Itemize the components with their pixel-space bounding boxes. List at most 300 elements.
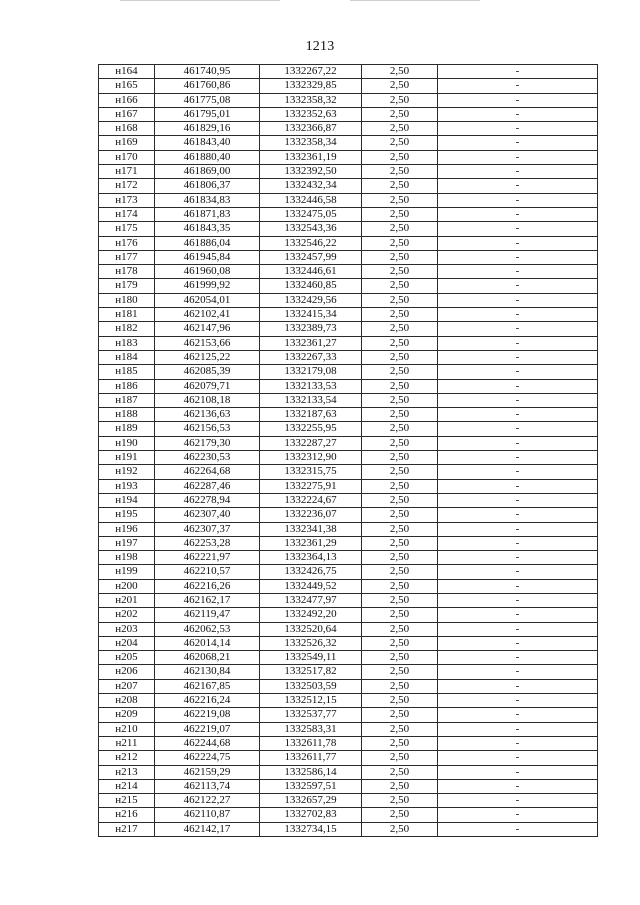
error-value-cell: 2,50 (362, 565, 438, 579)
point-id-cell: н182 (99, 322, 155, 336)
table-row (99, 408, 598, 422)
x-coordinate-cell: 462219,08 (155, 708, 260, 722)
table-row (99, 822, 598, 836)
note-cell: - (438, 808, 598, 822)
table-row (99, 308, 598, 322)
note-cell: - (438, 493, 598, 507)
x-coordinate-cell: 462156,53 (155, 422, 260, 436)
note-cell: - (438, 636, 598, 650)
error-value-cell: 2,50 (362, 65, 438, 79)
table-row (99, 451, 598, 465)
note-cell: - (438, 79, 598, 93)
table-row (99, 651, 598, 665)
table-row (99, 622, 598, 636)
x-coordinate-cell: 462142,17 (155, 822, 260, 836)
error-value-cell: 2,50 (362, 150, 438, 164)
y-coordinate-cell: 1332315,75 (260, 465, 362, 479)
y-coordinate-cell: 1332503,59 (260, 679, 362, 693)
point-id-cell: н193 (99, 479, 155, 493)
error-value-cell: 2,50 (362, 93, 438, 107)
error-value-cell: 2,50 (362, 79, 438, 93)
error-value-cell: 2,50 (362, 265, 438, 279)
table-row (99, 279, 598, 293)
point-id-cell: н170 (99, 150, 155, 164)
x-coordinate-cell: 462113,74 (155, 779, 260, 793)
table-row (99, 565, 598, 579)
y-coordinate-cell: 1332549,11 (260, 651, 362, 665)
x-coordinate-cell: 461869,00 (155, 165, 260, 179)
point-id-cell: н188 (99, 408, 155, 422)
y-coordinate-cell: 1332133,53 (260, 379, 362, 393)
x-coordinate-cell: 462167,85 (155, 679, 260, 693)
x-coordinate-cell: 462221,97 (155, 551, 260, 565)
top-edge-mark-right (350, 0, 480, 1)
point-id-cell: н200 (99, 579, 155, 593)
error-value-cell: 2,50 (362, 651, 438, 665)
error-value-cell: 2,50 (362, 193, 438, 207)
note-cell: - (438, 408, 598, 422)
point-id-cell: н195 (99, 508, 155, 522)
table-row (99, 636, 598, 650)
error-value-cell: 2,50 (362, 579, 438, 593)
point-id-cell: н169 (99, 136, 155, 150)
note-cell: - (438, 451, 598, 465)
point-id-cell: н168 (99, 122, 155, 136)
point-id-cell: н165 (99, 79, 155, 93)
note-cell: - (438, 322, 598, 336)
error-value-cell: 2,50 (362, 722, 438, 736)
note-cell: - (438, 279, 598, 293)
note-cell: - (438, 422, 598, 436)
x-coordinate-cell: 462014,14 (155, 636, 260, 650)
point-id-cell: н217 (99, 822, 155, 836)
table-row (99, 779, 598, 793)
note-cell: - (438, 536, 598, 550)
x-coordinate-cell: 462210,57 (155, 565, 260, 579)
x-coordinate-cell: 462162,17 (155, 593, 260, 607)
x-coordinate-cell: 462119,47 (155, 608, 260, 622)
point-id-cell: н213 (99, 765, 155, 779)
table-row (99, 336, 598, 350)
x-coordinate-cell: 462264,68 (155, 465, 260, 479)
table-row (99, 150, 598, 164)
error-value-cell: 2,50 (362, 536, 438, 550)
x-coordinate-cell: 462307,37 (155, 522, 260, 536)
table-row (99, 551, 598, 565)
y-coordinate-cell: 1332460,85 (260, 279, 362, 293)
table-row (99, 736, 598, 750)
table-row (99, 765, 598, 779)
x-coordinate-cell: 461806,37 (155, 179, 260, 193)
table-row (99, 293, 598, 307)
x-coordinate-cell: 461795,01 (155, 107, 260, 121)
table-row (99, 122, 598, 136)
point-id-cell: н198 (99, 551, 155, 565)
y-coordinate-cell: 1332512,15 (260, 694, 362, 708)
y-coordinate-cell: 1332255,95 (260, 422, 362, 436)
y-coordinate-cell: 1332446,61 (260, 265, 362, 279)
page-number: 1213 (305, 39, 335, 54)
note-cell: - (438, 665, 598, 679)
x-coordinate-cell: 462216,26 (155, 579, 260, 593)
error-value-cell: 2,50 (362, 379, 438, 393)
coordinates-table-container (98, 64, 592, 837)
table-row (99, 608, 598, 622)
error-value-cell: 2,50 (362, 493, 438, 507)
y-coordinate-cell: 1332287,27 (260, 436, 362, 450)
error-value-cell: 2,50 (362, 508, 438, 522)
y-coordinate-cell: 1332267,22 (260, 65, 362, 79)
error-value-cell: 2,50 (362, 336, 438, 350)
error-value-cell: 2,50 (362, 694, 438, 708)
point-id-cell: н215 (99, 794, 155, 808)
point-id-cell: н179 (99, 279, 155, 293)
error-value-cell: 2,50 (362, 522, 438, 536)
point-id-cell: н184 (99, 350, 155, 364)
y-coordinate-cell: 1332611,77 (260, 751, 362, 765)
error-value-cell: 2,50 (362, 479, 438, 493)
y-coordinate-cell: 1332517,82 (260, 665, 362, 679)
y-coordinate-cell: 1332457,99 (260, 250, 362, 264)
point-id-cell: н178 (99, 265, 155, 279)
error-value-cell: 2,50 (362, 708, 438, 722)
x-coordinate-cell: 462179,30 (155, 436, 260, 450)
error-value-cell: 2,50 (362, 393, 438, 407)
x-coordinate-cell: 462079,71 (155, 379, 260, 393)
table-row (99, 65, 598, 79)
error-value-cell: 2,50 (362, 593, 438, 607)
point-id-cell: н201 (99, 593, 155, 607)
note-cell: - (438, 250, 598, 264)
coordinates-table-body (99, 65, 598, 837)
table-row (99, 694, 598, 708)
y-coordinate-cell: 1332358,32 (260, 93, 362, 107)
error-value-cell: 2,50 (362, 422, 438, 436)
error-value-cell: 2,50 (362, 408, 438, 422)
note-cell: - (438, 93, 598, 107)
note-cell: - (438, 779, 598, 793)
point-id-cell: н194 (99, 493, 155, 507)
y-coordinate-cell: 1332546,22 (260, 236, 362, 250)
table-row (99, 579, 598, 593)
point-id-cell: н175 (99, 222, 155, 236)
note-cell: - (438, 694, 598, 708)
note-cell: - (438, 679, 598, 693)
note-cell: - (438, 622, 598, 636)
x-coordinate-cell: 462287,46 (155, 479, 260, 493)
point-id-cell: н180 (99, 293, 155, 307)
table-row (99, 93, 598, 107)
point-id-cell: н192 (99, 465, 155, 479)
note-cell: - (438, 822, 598, 836)
y-coordinate-cell: 1332657,29 (260, 794, 362, 808)
point-id-cell: н191 (99, 451, 155, 465)
point-id-cell: н208 (99, 694, 155, 708)
x-coordinate-cell: 462159,29 (155, 765, 260, 779)
x-coordinate-cell: 462068,21 (155, 651, 260, 665)
y-coordinate-cell: 1332477,97 (260, 593, 362, 607)
x-coordinate-cell: 462130,84 (155, 665, 260, 679)
point-id-cell: н199 (99, 565, 155, 579)
table-row (99, 350, 598, 364)
point-id-cell: н164 (99, 65, 155, 79)
error-value-cell: 2,50 (362, 322, 438, 336)
point-id-cell: н167 (99, 107, 155, 121)
error-value-cell: 2,50 (362, 279, 438, 293)
y-coordinate-cell: 1332392,50 (260, 165, 362, 179)
y-coordinate-cell: 1332364,13 (260, 551, 362, 565)
point-id-cell: н205 (99, 651, 155, 665)
table-row (99, 508, 598, 522)
x-coordinate-cell: 462216,24 (155, 694, 260, 708)
point-id-cell: н207 (99, 679, 155, 693)
x-coordinate-cell: 461760,86 (155, 79, 260, 93)
x-coordinate-cell: 461886,04 (155, 236, 260, 250)
note-cell: - (438, 751, 598, 765)
error-value-cell: 2,50 (362, 165, 438, 179)
point-id-cell: н211 (99, 736, 155, 750)
x-coordinate-cell: 461871,83 (155, 207, 260, 221)
table-row (99, 393, 598, 407)
note-cell: - (438, 136, 598, 150)
note-cell: - (438, 794, 598, 808)
x-coordinate-cell: 461834,83 (155, 193, 260, 207)
error-value-cell: 2,50 (362, 551, 438, 565)
error-value-cell: 2,50 (362, 122, 438, 136)
table-row (99, 322, 598, 336)
x-coordinate-cell: 462147,96 (155, 322, 260, 336)
x-coordinate-cell: 462307,40 (155, 508, 260, 522)
error-value-cell: 2,50 (362, 451, 438, 465)
top-edge-mark-left (120, 0, 280, 1)
y-coordinate-cell: 1332611,78 (260, 736, 362, 750)
note-cell: - (438, 722, 598, 736)
table-row (99, 265, 598, 279)
y-coordinate-cell: 1332361,29 (260, 536, 362, 550)
note-cell: - (438, 579, 598, 593)
note-cell: - (438, 222, 598, 236)
table-row (99, 222, 598, 236)
table-row (99, 179, 598, 193)
point-id-cell: н177 (99, 250, 155, 264)
point-id-cell: н172 (99, 179, 155, 193)
x-coordinate-cell: 461960,08 (155, 265, 260, 279)
x-coordinate-cell: 462054,01 (155, 293, 260, 307)
note-cell: - (438, 465, 598, 479)
note-cell: - (438, 565, 598, 579)
y-coordinate-cell: 1332133,54 (260, 393, 362, 407)
note-cell: - (438, 608, 598, 622)
error-value-cell: 2,50 (362, 808, 438, 822)
x-coordinate-cell: 462125,22 (155, 350, 260, 364)
note-cell: - (438, 165, 598, 179)
table-row (99, 493, 598, 507)
error-value-cell: 2,50 (362, 136, 438, 150)
note-cell: - (438, 651, 598, 665)
y-coordinate-cell: 1332361,19 (260, 150, 362, 164)
x-coordinate-cell: 462110,87 (155, 808, 260, 822)
y-coordinate-cell: 1332702,83 (260, 808, 362, 822)
x-coordinate-cell: 461829,16 (155, 122, 260, 136)
table-row (99, 751, 598, 765)
table-row (99, 436, 598, 450)
table-row (99, 193, 598, 207)
point-id-cell: н181 (99, 308, 155, 322)
note-cell: - (438, 393, 598, 407)
x-coordinate-cell: 462102,41 (155, 308, 260, 322)
y-coordinate-cell: 1332734,15 (260, 822, 362, 836)
error-value-cell: 2,50 (362, 350, 438, 364)
x-coordinate-cell: 462253,28 (155, 536, 260, 550)
note-cell: - (438, 150, 598, 164)
y-coordinate-cell: 1332275,91 (260, 479, 362, 493)
x-coordinate-cell: 462278,94 (155, 493, 260, 507)
table-row (99, 207, 598, 221)
table-row (99, 379, 598, 393)
y-coordinate-cell: 1332236,07 (260, 508, 362, 522)
note-cell: - (438, 107, 598, 121)
point-id-cell: н202 (99, 608, 155, 622)
note-cell: - (438, 708, 598, 722)
note-cell: - (438, 479, 598, 493)
y-coordinate-cell: 1332267,33 (260, 350, 362, 364)
error-value-cell: 2,50 (362, 794, 438, 808)
y-coordinate-cell: 1332429,56 (260, 293, 362, 307)
point-id-cell: н176 (99, 236, 155, 250)
note-cell: - (438, 265, 598, 279)
table-row (99, 722, 598, 736)
x-coordinate-cell: 461999,92 (155, 279, 260, 293)
point-id-cell: н190 (99, 436, 155, 450)
y-coordinate-cell: 1332446,58 (260, 193, 362, 207)
note-cell: - (438, 736, 598, 750)
point-id-cell: н189 (99, 422, 155, 436)
note-cell: - (438, 379, 598, 393)
error-value-cell: 2,50 (362, 308, 438, 322)
x-coordinate-cell: 462244,68 (155, 736, 260, 750)
error-value-cell: 2,50 (362, 293, 438, 307)
point-id-cell: н186 (99, 379, 155, 393)
table-row (99, 679, 598, 693)
point-id-cell: н197 (99, 536, 155, 550)
table-row (99, 665, 598, 679)
point-id-cell: н206 (99, 665, 155, 679)
y-coordinate-cell: 1332179,08 (260, 365, 362, 379)
y-coordinate-cell: 1332597,51 (260, 779, 362, 793)
point-id-cell: н210 (99, 722, 155, 736)
point-id-cell: н187 (99, 393, 155, 407)
note-cell: - (438, 293, 598, 307)
note-cell: - (438, 193, 598, 207)
error-value-cell: 2,50 (362, 207, 438, 221)
y-coordinate-cell: 1332341,38 (260, 522, 362, 536)
error-value-cell: 2,50 (362, 822, 438, 836)
y-coordinate-cell: 1332432,34 (260, 179, 362, 193)
point-id-cell: н166 (99, 93, 155, 107)
note-cell: - (438, 436, 598, 450)
error-value-cell: 2,50 (362, 636, 438, 650)
x-coordinate-cell: 461740,95 (155, 65, 260, 79)
table-row (99, 593, 598, 607)
x-coordinate-cell: 462230,53 (155, 451, 260, 465)
table-row (99, 479, 598, 493)
table-row (99, 422, 598, 436)
point-id-cell: н216 (99, 808, 155, 822)
y-coordinate-cell: 1332389,73 (260, 322, 362, 336)
error-value-cell: 2,50 (362, 236, 438, 250)
table-row (99, 236, 598, 250)
point-id-cell: н185 (99, 365, 155, 379)
y-coordinate-cell: 1332449,52 (260, 579, 362, 593)
table-row (99, 708, 598, 722)
y-coordinate-cell: 1332520,64 (260, 622, 362, 636)
y-coordinate-cell: 1332586,14 (260, 765, 362, 779)
error-value-cell: 2,50 (362, 222, 438, 236)
note-cell: - (438, 365, 598, 379)
table-row (99, 808, 598, 822)
error-value-cell: 2,50 (362, 765, 438, 779)
y-coordinate-cell: 1332475,05 (260, 207, 362, 221)
y-coordinate-cell: 1332312,90 (260, 451, 362, 465)
y-coordinate-cell: 1332426,75 (260, 565, 362, 579)
error-value-cell: 2,50 (362, 679, 438, 693)
note-cell: - (438, 522, 598, 536)
x-coordinate-cell: 462122,27 (155, 794, 260, 808)
point-id-cell: н174 (99, 207, 155, 221)
y-coordinate-cell: 1332492,20 (260, 608, 362, 622)
x-coordinate-cell: 462224,75 (155, 751, 260, 765)
note-cell: - (438, 593, 598, 607)
y-coordinate-cell: 1332583,31 (260, 722, 362, 736)
point-id-cell: н183 (99, 336, 155, 350)
point-id-cell: н214 (99, 779, 155, 793)
error-value-cell: 2,50 (362, 779, 438, 793)
y-coordinate-cell: 1332526,32 (260, 636, 362, 650)
table-row (99, 136, 598, 150)
table-row (99, 465, 598, 479)
error-value-cell: 2,50 (362, 622, 438, 636)
y-coordinate-cell: 1332352,63 (260, 107, 362, 121)
table-row (99, 250, 598, 264)
error-value-cell: 2,50 (362, 179, 438, 193)
error-value-cell: 2,50 (362, 436, 438, 450)
y-coordinate-cell: 1332187,63 (260, 408, 362, 422)
x-coordinate-cell: 462153,66 (155, 336, 260, 350)
x-coordinate-cell: 461880,40 (155, 150, 260, 164)
coordinates-table (98, 64, 598, 837)
point-id-cell: н204 (99, 636, 155, 650)
note-cell: - (438, 336, 598, 350)
y-coordinate-cell: 1332329,85 (260, 79, 362, 93)
note-cell: - (438, 236, 598, 250)
x-coordinate-cell: 462062,53 (155, 622, 260, 636)
table-row (99, 79, 598, 93)
note-cell: - (438, 65, 598, 79)
y-coordinate-cell: 1332543,36 (260, 222, 362, 236)
note-cell: - (438, 179, 598, 193)
table-row (99, 794, 598, 808)
error-value-cell: 2,50 (362, 365, 438, 379)
point-id-cell: н171 (99, 165, 155, 179)
y-coordinate-cell: 1332415,34 (260, 308, 362, 322)
note-cell: - (438, 122, 598, 136)
point-id-cell: н209 (99, 708, 155, 722)
note-cell: - (438, 308, 598, 322)
point-id-cell: н173 (99, 193, 155, 207)
error-value-cell: 2,50 (362, 250, 438, 264)
table-row (99, 365, 598, 379)
note-cell: - (438, 508, 598, 522)
